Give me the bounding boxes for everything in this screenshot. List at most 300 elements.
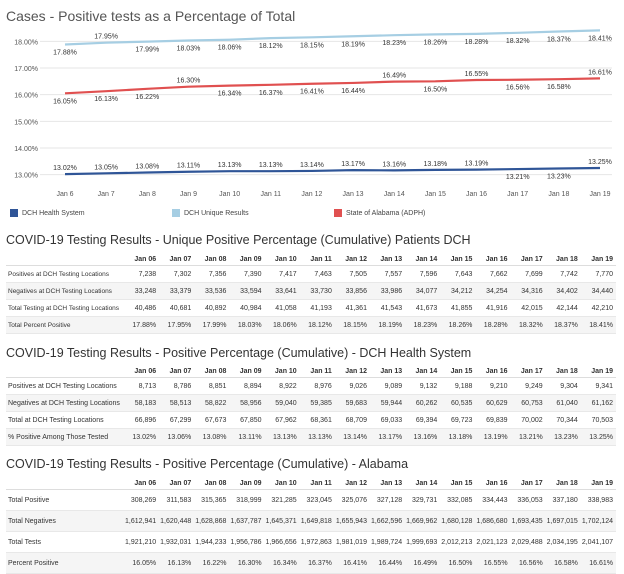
table-cell: 60,753 — [511, 395, 546, 412]
table-cell: 16.61% — [581, 553, 616, 574]
table-cell: 60,535 — [440, 395, 475, 412]
table-cell: 13.11% — [229, 429, 264, 446]
table-cell: 1,620,448 — [159, 511, 194, 532]
table-cell: 1,966,656 — [265, 532, 300, 553]
table-cell: 2,034,195 — [546, 532, 581, 553]
table-cell: 1,972,863 — [300, 532, 335, 553]
table-cell: 9,026 — [335, 378, 370, 395]
column-header: Jan 07 — [159, 478, 194, 490]
table-cell: 1,649,818 — [300, 511, 335, 532]
column-header: Jan 14 — [405, 478, 440, 490]
column-header: Jan 10 — [265, 254, 300, 266]
x-tick-label: Jan 16 — [466, 191, 488, 198]
table-row — [6, 511, 616, 532]
table-cell: 7,302 — [159, 266, 194, 283]
x-tick-label: Jan 7 — [97, 191, 115, 198]
data-label: 13.17% — [341, 161, 365, 169]
column-header: Jan 12 — [335, 478, 370, 490]
table-cell: 18.03% — [229, 317, 264, 334]
table-cell: 61,162 — [581, 395, 616, 412]
legend-item-state-of-alabama — [334, 209, 425, 217]
table-cell: 41,058 — [265, 300, 300, 317]
table-cell: 1,655,943 — [335, 511, 370, 532]
data-label: 17.88% — [53, 49, 77, 57]
table-cell: 1,645,371 — [265, 511, 300, 532]
table-cell: 67,850 — [229, 412, 264, 429]
column-header: Jan 12 — [335, 366, 370, 378]
table-alabama — [6, 478, 616, 574]
table-cell: 69,394 — [405, 412, 440, 429]
table-cell: 332,085 — [440, 490, 475, 511]
data-label: 13.11% — [176, 162, 201, 170]
table-cell: 323,045 — [300, 490, 335, 511]
data-label: 16.34% — [217, 90, 242, 98]
column-header: Jan 09 — [229, 478, 264, 490]
column-header: Jan 19 — [581, 478, 616, 490]
table-cell: 8,976 — [300, 378, 335, 395]
table-cell: 18.32% — [511, 317, 546, 334]
table-cell: 9,341 — [581, 378, 616, 395]
data-label: 13.02% — [53, 165, 77, 173]
table-cell: 13.23% — [546, 429, 581, 446]
table-cell: 1,697,015 — [546, 511, 581, 532]
table-cell: 33,856 — [335, 283, 370, 300]
column-header: Jan 11 — [300, 478, 335, 490]
column-header: Jan 09 — [229, 366, 264, 378]
row-label: % Positive Among Those Tested — [6, 429, 124, 446]
table-cell: 41,361 — [335, 300, 370, 317]
table-cell: 7,662 — [475, 266, 510, 283]
row-label: Percent Positive — [6, 553, 124, 574]
table-cell: 7,505 — [335, 266, 370, 283]
column-header: Jan 18 — [546, 478, 581, 490]
table-cell: 41,855 — [440, 300, 475, 317]
table-cell: 58,183 — [124, 395, 159, 412]
y-tick-label: 15.00% — [14, 119, 38, 127]
data-label: 16.55% — [464, 71, 489, 78]
table-cell: 40,984 — [229, 300, 264, 317]
table-cell: 16.13% — [159, 553, 194, 574]
table-cell: 9,089 — [370, 378, 405, 395]
x-tick-label: Jan 18 — [548, 191, 570, 198]
table-cell: 1,612,941 — [124, 511, 159, 532]
x-tick-label: Jan 12 — [301, 191, 323, 198]
table-cell: 18.19% — [370, 317, 405, 334]
table-cell: 68,709 — [335, 412, 370, 429]
column-header: Jan 10 — [265, 478, 300, 490]
column-header: Jan 15 — [440, 478, 475, 490]
y-tick-label: 17.00% — [14, 66, 38, 73]
table-cell: 42,210 — [581, 300, 616, 317]
table-cell: 1,999,693 — [405, 532, 440, 553]
table-cell: 7,463 — [300, 266, 335, 283]
table-cell: 34,440 — [581, 283, 616, 300]
chart-title: Cases - Positive tests as a Percentage of Total — [6, 8, 296, 24]
table-cell: 17.88% — [124, 317, 159, 334]
row-label: Negatives at DCH Testing Locations — [6, 395, 124, 412]
table-cell: 16.58% — [546, 553, 581, 574]
legend-swatch — [172, 209, 180, 217]
table-unique-dch — [6, 254, 616, 334]
table-cell: 13.19% — [475, 429, 510, 446]
table-cell: 40,892 — [194, 300, 229, 317]
table-cell: 2,041,107 — [581, 532, 616, 553]
table-cell: 33,536 — [194, 283, 229, 300]
column-header: Jan 19 — [581, 254, 616, 266]
table-cell: 33,379 — [159, 283, 194, 300]
table-cell: 70,503 — [581, 412, 616, 429]
column-header: Jan 06 — [124, 478, 159, 490]
column-header: Jan 14 — [405, 366, 440, 378]
table-cell: 18.15% — [335, 317, 370, 334]
x-tick-label: Jan 17 — [507, 191, 529, 198]
table-row — [6, 532, 616, 553]
data-label: 18.03% — [176, 45, 201, 53]
table-cell: 1,686,680 — [475, 511, 510, 532]
table-cell: 13.18% — [440, 429, 475, 446]
data-label: 18.15% — [300, 42, 324, 50]
table-cell: 41,193 — [300, 300, 335, 317]
column-header: Jan 17 — [511, 254, 546, 266]
table-row — [6, 266, 616, 283]
table-cell: 70,344 — [546, 412, 581, 429]
data-label: 18.32% — [505, 37, 530, 45]
column-header: Jan 11 — [300, 366, 335, 378]
table-cell: 13.13% — [265, 429, 300, 446]
column-header: Jan 07 — [159, 254, 194, 266]
table-cell: 42,015 — [511, 300, 546, 317]
table-cell: 70,002 — [511, 412, 546, 429]
table-cell: 8,851 — [194, 378, 229, 395]
legend-swatch — [334, 209, 342, 217]
column-header: Jan 06 — [124, 254, 159, 266]
legend-label: DCH Unique Results — [184, 209, 249, 217]
data-label: 17.95% — [94, 33, 119, 41]
table-row — [6, 490, 616, 511]
table-cell: 67,673 — [194, 412, 229, 429]
data-label: 13.13% — [217, 162, 242, 170]
table-cell: 61,040 — [546, 395, 581, 412]
table-cell: 7,699 — [511, 266, 546, 283]
row-label: Total at DCH Testing Locations — [6, 412, 124, 429]
table-cell: 69,033 — [370, 412, 405, 429]
table-title-unique-dch: COVID-19 Testing Results - Unique Positive Percentage (Cumulative) Patients DCH — [6, 233, 471, 247]
table-row — [6, 317, 616, 334]
column-header: Jan 17 — [511, 366, 546, 378]
table-cell: 7,390 — [229, 266, 264, 283]
table-header-row — [6, 366, 616, 378]
data-label: 16.13% — [94, 96, 119, 104]
table-cell: 16.49% — [405, 553, 440, 574]
data-label: 13.16% — [382, 161, 407, 169]
table-cell: 13.06% — [159, 429, 194, 446]
table-row — [6, 412, 616, 429]
table-header-row — [6, 478, 616, 490]
table-cell: 311,583 — [159, 490, 194, 511]
row-label: Positives at DCH Testing Locations — [6, 266, 124, 283]
column-header: Jan 13 — [370, 478, 405, 490]
table-cell: 16.05% — [124, 553, 159, 574]
table-cell: 13.25% — [581, 429, 616, 446]
table-cell: 9,249 — [511, 378, 546, 395]
header-corner — [6, 366, 124, 378]
x-tick-label: Jan 11 — [260, 191, 282, 198]
table-dch-health-system — [6, 366, 616, 446]
row-label: Total Tests — [6, 532, 124, 553]
table-cell: 13.21% — [511, 429, 546, 446]
line-chart — [0, 28, 624, 206]
table-cell: 40,681 — [159, 300, 194, 317]
table-cell: 321,285 — [265, 490, 300, 511]
legend-label: DCH Health System — [22, 209, 85, 217]
data-label: 17.99% — [135, 46, 160, 54]
header-corner — [6, 478, 124, 490]
row-label: Total Percent Positive — [6, 317, 124, 334]
x-tick-label: Jan 10 — [219, 191, 241, 198]
table-cell: 67,299 — [159, 412, 194, 429]
table-cell: 13.17% — [370, 429, 405, 446]
table-cell: 1,669,962 — [405, 511, 440, 532]
column-header: Jan 09 — [229, 254, 264, 266]
table-cell: 16.50% — [440, 553, 475, 574]
table-cell: 60,262 — [405, 395, 440, 412]
table-cell: 325,076 — [335, 490, 370, 511]
table-cell: 33,730 — [300, 283, 335, 300]
column-header: Jan 15 — [440, 366, 475, 378]
table-cell: 16.30% — [229, 553, 264, 574]
table-cell: 69,839 — [475, 412, 510, 429]
column-header: Jan 07 — [159, 366, 194, 378]
column-header: Jan 12 — [335, 254, 370, 266]
table-cell: 315,365 — [194, 490, 229, 511]
table-cell: 33,594 — [229, 283, 264, 300]
row-label: Total Positive — [6, 490, 124, 511]
table-cell: 42,144 — [546, 300, 581, 317]
legend-item-dch-health-system — [10, 209, 85, 217]
table-cell: 16.34% — [265, 553, 300, 574]
data-label: 18.19% — [341, 41, 365, 49]
table-cell: 7,238 — [124, 266, 159, 283]
data-label: 16.30% — [176, 77, 201, 85]
data-label: 16.37% — [258, 89, 283, 97]
column-header: Jan 19 — [581, 366, 616, 378]
y-tick-label: 18.00% — [14, 39, 38, 47]
data-label: 18.12% — [258, 43, 283, 51]
column-header: Jan 10 — [265, 366, 300, 378]
header-corner — [6, 254, 124, 266]
table-cell: 18.23% — [405, 317, 440, 334]
data-label: 18.26% — [423, 39, 448, 47]
table-cell: 318,999 — [229, 490, 264, 511]
data-label: 13.19% — [464, 160, 489, 168]
table-cell: 1,680,128 — [440, 511, 475, 532]
table-cell: 13.13% — [300, 429, 335, 446]
data-label: 16.41% — [300, 88, 324, 96]
table-cell: 34,212 — [440, 283, 475, 300]
table-cell: 8,786 — [159, 378, 194, 395]
table-cell: 18.41% — [581, 317, 616, 334]
x-tick-label: Jan 8 — [138, 191, 156, 198]
table-cell: 16.55% — [475, 553, 510, 574]
y-tick-label: 14.00% — [14, 146, 38, 153]
data-label: 18.28% — [464, 38, 489, 46]
table-cell: 1,637,787 — [229, 511, 264, 532]
table-cell: 16.37% — [300, 553, 335, 574]
table-row — [6, 300, 616, 317]
table-title-dch-health-system: COVID-19 Testing Results - Positive Percentage (Cumulative) - DCH Health System — [6, 346, 472, 360]
table-cell: 16.41% — [335, 553, 370, 574]
data-label: 13.05% — [94, 164, 119, 172]
table-cell: 69,723 — [440, 412, 475, 429]
table-cell: 1,693,435 — [511, 511, 546, 532]
column-header: Jan 16 — [475, 254, 510, 266]
column-header: Jan 14 — [405, 254, 440, 266]
column-header: Jan 16 — [475, 366, 510, 378]
table-cell: 7,557 — [370, 266, 405, 283]
table-cell: 41,543 — [370, 300, 405, 317]
table-cell: 13.14% — [335, 429, 370, 446]
column-header: Jan 06 — [124, 366, 159, 378]
table-cell: 1,956,786 — [229, 532, 264, 553]
table-cell: 9,188 — [440, 378, 475, 395]
y-tick-label: 16.00% — [14, 92, 38, 100]
table-cell: 41,916 — [475, 300, 510, 317]
table-cell: 7,356 — [194, 266, 229, 283]
column-header: Jan 08 — [194, 478, 229, 490]
x-tick-label: Jan 9 — [179, 191, 198, 198]
column-header: Jan 08 — [194, 366, 229, 378]
data-label: 18.23% — [382, 40, 407, 48]
table-cell: 1,628,868 — [194, 511, 229, 532]
table-cell: 34,254 — [475, 283, 510, 300]
table-cell: 34,316 — [511, 283, 546, 300]
data-label: 13.08% — [135, 163, 160, 171]
x-tick-label: Jan 15 — [424, 191, 446, 198]
data-label: 16.22% — [135, 93, 160, 101]
table-cell: 18.12% — [300, 317, 335, 334]
data-label: 16.49% — [382, 72, 407, 80]
table-cell: 13.02% — [124, 429, 159, 446]
table-cell: 7,643 — [440, 266, 475, 283]
table-row — [6, 429, 616, 446]
data-label: 16.58% — [546, 84, 571, 92]
column-header: Jan 16 — [475, 478, 510, 490]
table-cell: 329,731 — [405, 490, 440, 511]
table-cell: 41,673 — [405, 300, 440, 317]
table-cell: 13.08% — [194, 429, 229, 446]
table-row — [6, 553, 616, 574]
table-cell: 337,180 — [546, 490, 581, 511]
table-cell: 7,742 — [546, 266, 581, 283]
table-cell: 8,894 — [229, 378, 264, 395]
column-header: Jan 17 — [511, 478, 546, 490]
table-cell: 18.28% — [475, 317, 510, 334]
column-header: Jan 18 — [546, 254, 581, 266]
data-label: 16.44% — [341, 87, 365, 95]
table-cell: 18.37% — [546, 317, 581, 334]
table-cell: 68,361 — [300, 412, 335, 429]
table-cell: 9,210 — [475, 378, 510, 395]
table-cell: 58,956 — [229, 395, 264, 412]
table-cell: 336,053 — [511, 490, 546, 511]
column-header: Jan 15 — [440, 254, 475, 266]
table-cell: 17.99% — [194, 317, 229, 334]
legend-label: State of Alabama (ADPH) — [346, 209, 426, 217]
x-tick-label: Jan 6 — [56, 191, 74, 198]
table-cell: 1,702,124 — [581, 511, 616, 532]
table-cell: 1,932,031 — [159, 532, 194, 553]
table-cell: 334,443 — [475, 490, 510, 511]
chart-legend — [0, 206, 624, 222]
column-header: Jan 13 — [370, 366, 405, 378]
row-label: Total Testing at DCH Testing Locations — [6, 300, 124, 317]
column-header: Jan 13 — [370, 254, 405, 266]
data-label: 16.50% — [423, 86, 448, 94]
table-cell: 7,596 — [405, 266, 440, 283]
table-cell: 58,822 — [194, 395, 229, 412]
column-header: Jan 08 — [194, 254, 229, 266]
x-tick-label: Jan 13 — [342, 191, 364, 198]
table-title-alabama: COVID-19 Testing Results - Positive Percentage (Cumulative) - Alabama — [6, 457, 409, 471]
table-cell: 40,486 — [124, 300, 159, 317]
table-cell: 17.95% — [159, 317, 194, 334]
data-label: 13.18% — [423, 160, 448, 168]
table-row — [6, 378, 616, 395]
table-cell: 16.56% — [511, 553, 546, 574]
table-cell: 66,896 — [124, 412, 159, 429]
column-header: Jan 18 — [546, 366, 581, 378]
table-cell: 16.22% — [194, 553, 229, 574]
table-cell: 9,132 — [405, 378, 440, 395]
table-cell: 338,983 — [581, 490, 616, 511]
table-cell: 9,304 — [546, 378, 581, 395]
data-label: 13.25% — [588, 159, 612, 166]
column-header: Jan 11 — [300, 254, 335, 266]
table-cell: 34,402 — [546, 283, 581, 300]
data-label: 16.61% — [588, 69, 612, 77]
data-label: 16.05% — [53, 98, 77, 106]
row-label: Negatives at DCH Testing Locations — [6, 283, 124, 300]
table-cell: 308,269 — [124, 490, 159, 511]
table-cell: 1,921,210 — [124, 532, 159, 553]
y-tick-label: 13.00% — [14, 172, 38, 180]
data-label: 13.13% — [258, 162, 283, 170]
table-cell: 327,128 — [370, 490, 405, 511]
legend-item-dch-unique-results — [172, 209, 249, 217]
data-label: 18.06% — [217, 44, 242, 52]
table-row — [6, 395, 616, 412]
table-cell: 1,944,233 — [194, 532, 229, 553]
table-cell: 59,683 — [335, 395, 370, 412]
table-row — [6, 283, 616, 300]
table-cell: 59,385 — [300, 395, 335, 412]
x-tick-label: Jan 14 — [383, 191, 405, 198]
table-cell: 8,922 — [265, 378, 300, 395]
legend-swatch — [10, 209, 18, 217]
data-label: 13.14% — [300, 161, 324, 169]
row-label: Positives at DCH Testing Locations — [6, 378, 124, 395]
table-cell: 2,021,123 — [475, 532, 510, 553]
row-label: Total Negatives — [6, 511, 124, 532]
data-label: 18.37% — [546, 36, 571, 44]
data-label: 13.21% — [505, 174, 530, 182]
table-cell: 1,989,724 — [370, 532, 405, 553]
table-cell: 7,417 — [265, 266, 300, 283]
table-cell: 18.06% — [265, 317, 300, 334]
data-label: 18.41% — [588, 35, 612, 43]
table-cell: 58,513 — [159, 395, 194, 412]
table-cell: 33,641 — [265, 283, 300, 300]
